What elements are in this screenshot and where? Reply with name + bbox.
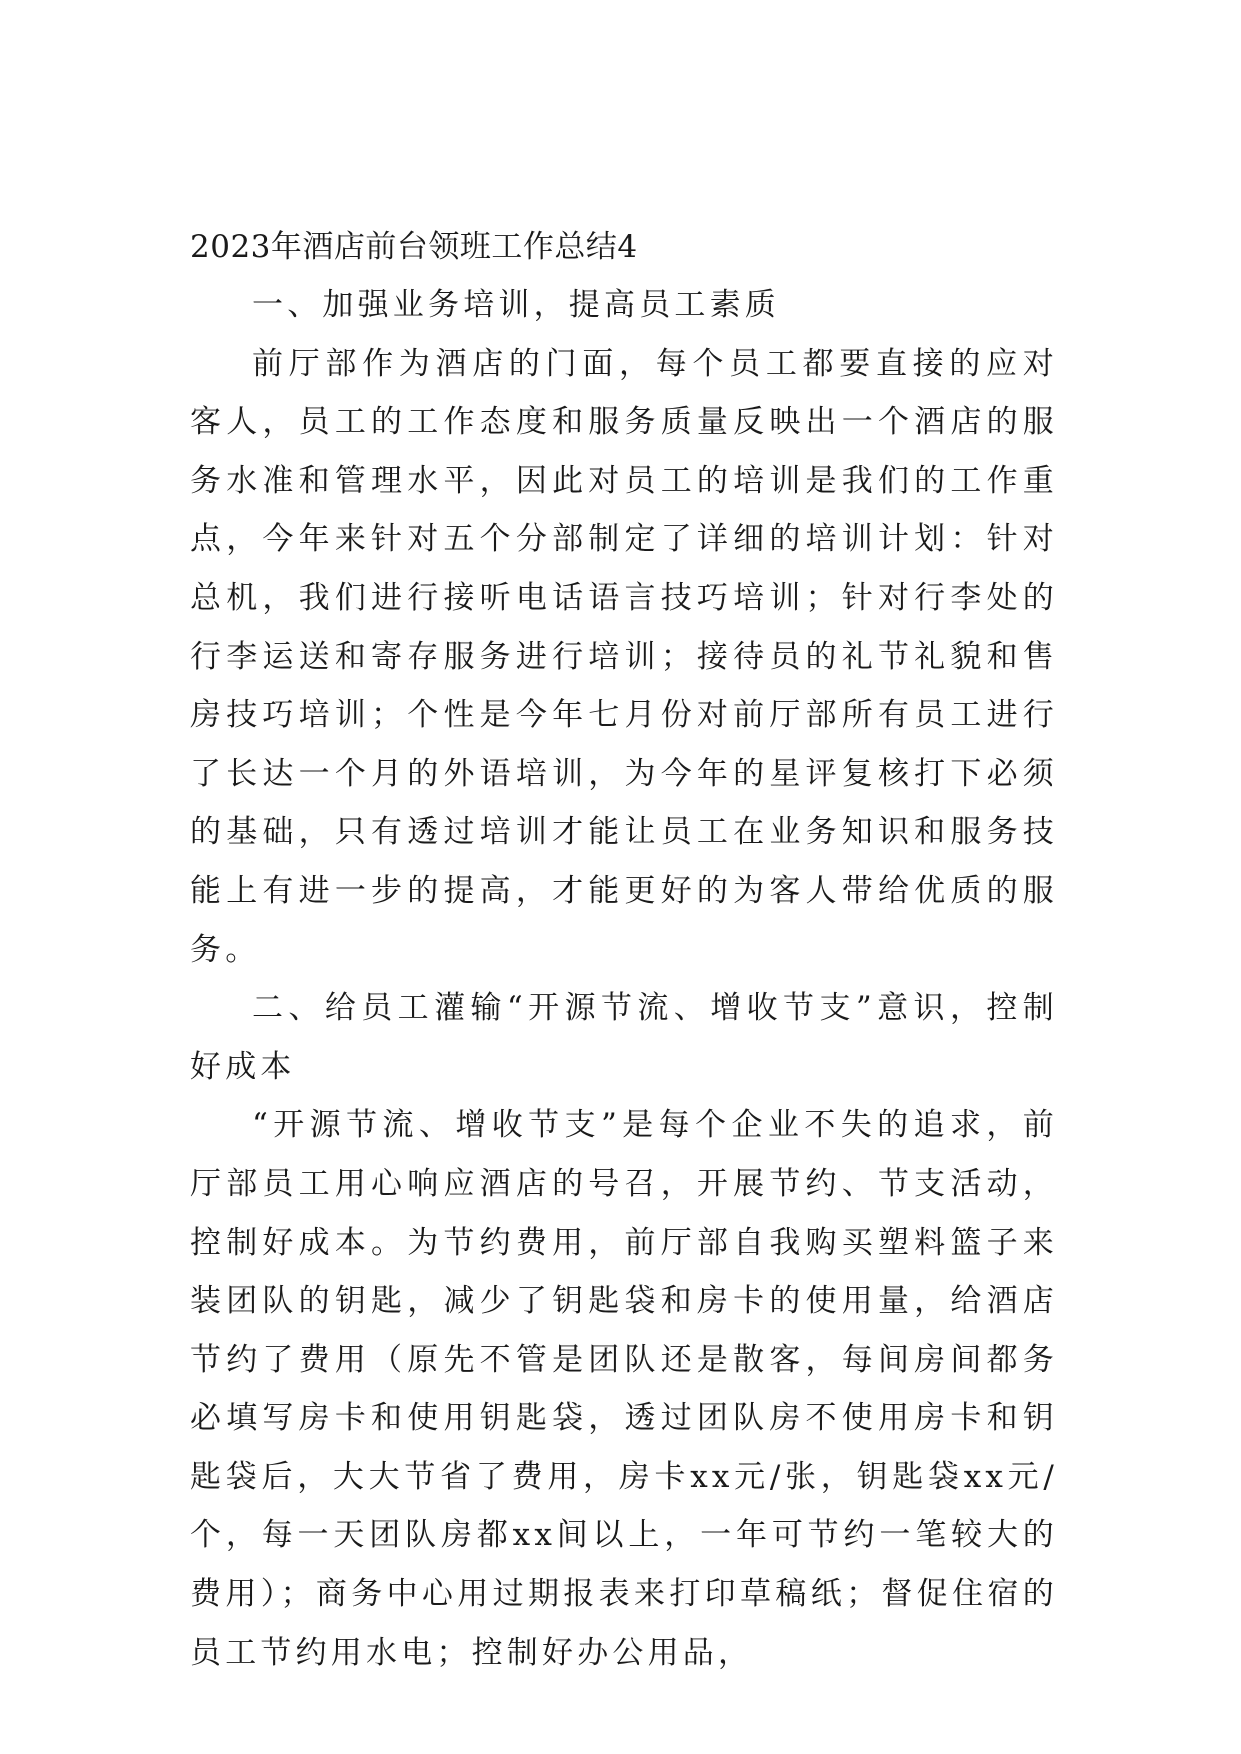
document-body xyxy=(190,218,1058,1682)
body-paragraph-1: 前厅部作为酒店的门面，每个员工都要直接的应对客人，员工的工作态度和服务质量反映出一个酒店的服务水准和管理水平，因此对员工的培训是我们的工作重点，今年来针对五个分部制定了详细的培训计划：针对总机，我们进行接听电话语言技巧培训；针对行李处的行李运送和寄存服务进行培训；接待员的礼节礼貌和售房技巧培训；个性是今年七月份对前厅部所有员工进行了长达一个月的外语培训，为今年的星评复核打下必须的基础，只有透过培训才能让员工在业务知识和服务技能上有进一步的提高，才能更好的为客人带给优质的服务。 xyxy=(190,345,1058,968)
section-heading-2: 二、给员工灌输“开源节流、增收节支”意识，控制好成本 xyxy=(190,990,1058,1085)
body-paragraph-2: “开源节流、增收节支”是每个企业不失的追求，前厅部员工用心响应酒店的号召，开展节约、节支活动，控制好成本。为节约费用，前厅部自我购买塑料篮子来装团队的钥匙，减少了钥匙袋和房卡的使用量，给酒店节约了费用（原先不管是团队还是散客，每间房间都务必填写房卡和使用钥匙袋，透过团队房不使用房卡和钥匙袋后，大大节省了费用，房卡xx元/张，钥匙袋xx元/个，每一天团队房都xx间以上，一年可节约一笔较大的费用）；商务中心用过期报表来打印草稿纸；督促住宿的员工节约用水电；控制好办公用品， xyxy=(190,1107,1058,1671)
document-title: 2023年酒店前台领班工作总结4 xyxy=(190,229,638,265)
section-heading-1: 一、加强业务培训，提高员工素质 xyxy=(252,287,780,323)
